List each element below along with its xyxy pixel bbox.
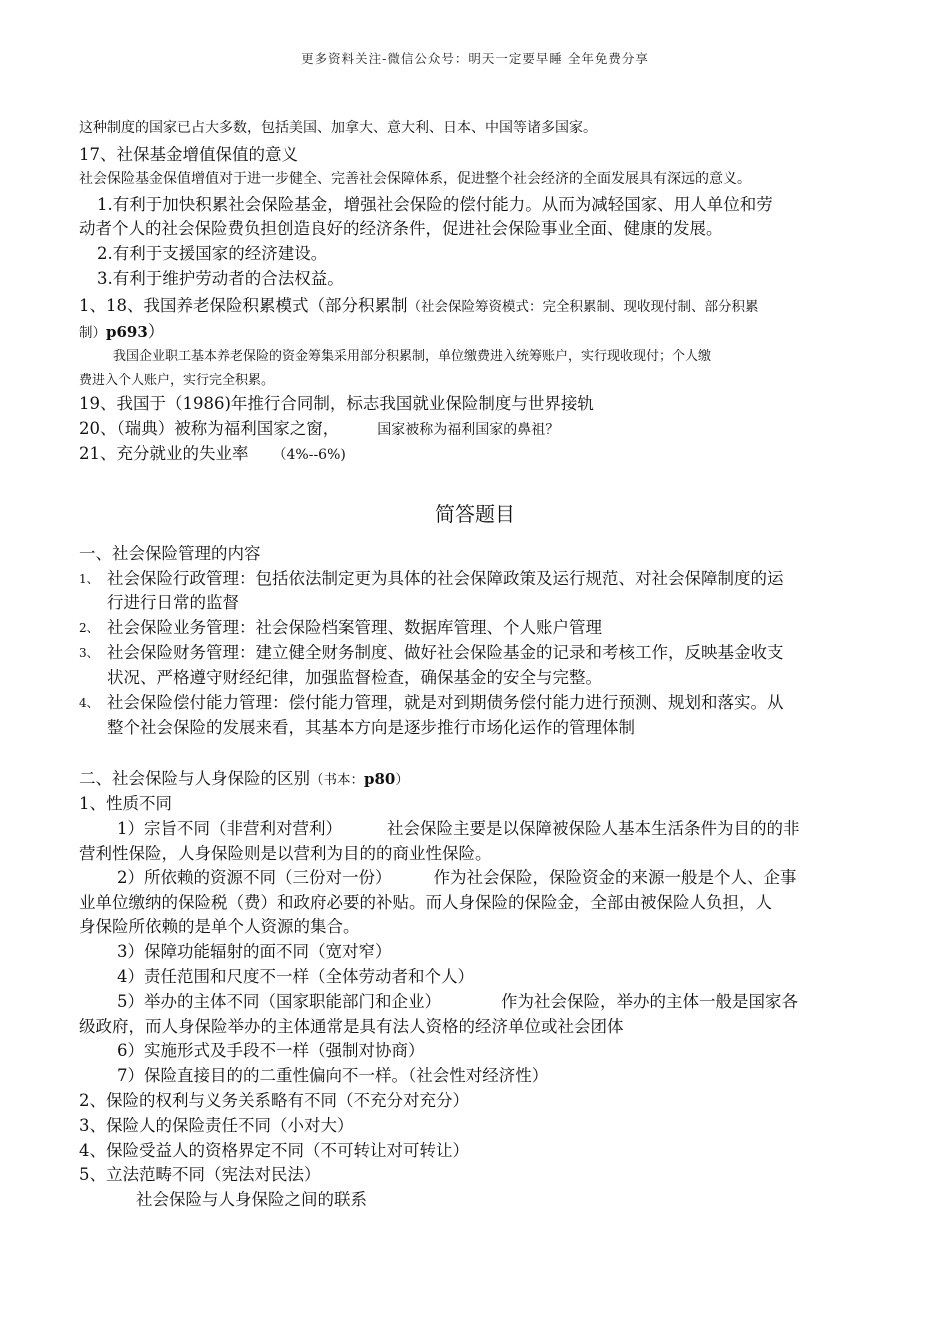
q21-text: 21、充分就业的失业率: [79, 444, 249, 463]
q18-heading: 1、18、我国养老保险积累模式（部分积累制: [79, 296, 408, 315]
d5-text: 作为社会保险，举办的主体一般是国家各: [501, 992, 798, 1011]
part2-d6: 6）实施形式及手段不一样（强制对协商）: [117, 1041, 425, 1060]
part1-item-2: [79, 614, 602, 638]
part1-item-3: [79, 639, 784, 663]
part2-d3: 3）保障功能辐射的面不同（宽对窄）: [117, 942, 392, 961]
item-text: 社会保险偿付能力管理：偿付能力管理，就是对到期债务偿付能力进行预测、规划和落实。从: [107, 693, 784, 712]
part2-d2: [117, 864, 797, 888]
part2-heading: 二、社会保险与人身保险的区别: [79, 769, 310, 788]
q17-heading: 17、社保基金增值保值的意义: [79, 145, 298, 164]
item-number: 3、: [79, 646, 99, 660]
part2-d2-cont: 业单位缴纳的保险税（费）和政府必要的补贴。而人身保险的保险金，全部由被保险人负担，人: [79, 893, 772, 912]
part2-d5-cont: 级政府，而人身保险举办的主体通常是具有法人资格的经济单位或社会团体: [79, 1017, 624, 1036]
part2-d1-cont: 营利性保险，人身保险则是以营利为目的的商业性保险。: [79, 844, 492, 863]
part2-s4: 4、保险受益人的资格界定不同（不可转让对可转让）: [79, 1141, 469, 1160]
q21-value: （4%--6%): [272, 447, 346, 463]
q18-note-line: [79, 318, 164, 342]
q18-body: 我国企业职工基本养老保险的资金筹集采用部分积累制，单位缴费进入统筹账户，实行现收现付；个人缴: [113, 349, 712, 364]
part2-d7: 7）保险直接目的的二重性偏向不一样。（社会性对经济性）: [117, 1066, 549, 1085]
page-header: 更多资料关注-微信公众号：明天一定要早睡 全年免费分享: [301, 51, 649, 66]
item-number: 2、: [79, 621, 99, 635]
q17-point-1: 1.有利于加快积累社会保险基金，增强社会保险的偿付能力。从而为减轻国家、用人单位和劳: [97, 195, 773, 214]
part2-ref-close: ）: [395, 772, 409, 788]
part2-d4: 4）责任范围和尺度不一样（全体劳动者和个人）: [117, 967, 474, 986]
part1-item-1: [79, 565, 784, 589]
item-text: 社会保险业务管理：社会保险档案管理、数据库管理、个人账户管理: [107, 618, 602, 637]
q20-line: [79, 415, 559, 439]
q18-heading-line: [79, 292, 759, 316]
q18-note: （社会保险筹资模式：完全积累制、现收现付制、部分积累: [407, 299, 759, 315]
q20-text: 20、（瑞典）被称为福利国家之窗，: [79, 419, 340, 438]
item-text: 社会保险财务管理：建立健全财务制度、做好社会保险基金的记录和考核工作，反映基金收支: [107, 643, 784, 662]
q19-text: 19、我国于（1986)年推行合同制，标志我国就业保险制度与世界接轨: [79, 394, 594, 413]
q17-point-2: 2.有利于支援国家的经济建设。: [97, 244, 328, 263]
part1-item-4: [79, 689, 784, 713]
part2-s3: 3、保险人的保险责任不同（小对大）: [79, 1116, 354, 1135]
q17-point-3: 3.有利于维护劳动者的合法权益。: [97, 269, 344, 288]
d2-label: 2）所依赖的资源不同（三份对一份）: [117, 868, 392, 887]
q18-note-cont: 制）: [79, 325, 106, 341]
q17-point-1-cont: 动者个人的社会保险费负担创造良好的经济条件，促进社会保险事业全面、健康的发展。: [79, 219, 723, 238]
q21-line: [79, 440, 346, 464]
part2-d2-cont2: 身保险所依赖的是单个人资源的集合。: [79, 917, 360, 936]
part2-ref-label: （书本：: [310, 772, 364, 788]
q18-body-cont: 费进入个人账户，实行完全积累。: [79, 373, 275, 388]
intro-text: 这种制度的国家已占大多数，包括美国、加拿大、意大利、日本、中国等诸多国家。: [79, 120, 597, 136]
d1-label: 1）宗旨不同（非营利对营利）: [117, 819, 342, 838]
q17-summary: 社会保险基金保值增值对于进一步健全、完善社会保障体系，促进整个社会经济的全面发展具有深远的意义。: [79, 171, 751, 187]
item-number: 4、: [79, 696, 99, 710]
part1-item-4-cont: 整个社会保险的发展来看，其基本方向是逐步推行市场化运作的管理体制: [107, 718, 635, 737]
q18-page-ref: p693: [106, 323, 148, 341]
part1-item-1-cont: 行进行日常的监督: [107, 593, 239, 612]
d2-text: 作为社会保险，保险资金的来源一般是个人、企事: [433, 868, 797, 887]
q18-close: ）: [147, 322, 165, 341]
part2-heading-line: [79, 765, 409, 789]
item-text: 社会保险行政管理：包括依法制定更为具体的社会保障政策及运行规范、对社会保障制度的运: [107, 569, 784, 588]
part2-s1: 1、性质不同: [79, 794, 172, 813]
d1-text: 社会保险主要是以保障被保险人基本生活条件为目的的非: [387, 819, 800, 838]
q20-aside: 国家被称为福利国家的鼻祖？: [377, 422, 560, 438]
part2-s2: 2、保险的权利与义务关系略有不同（不充分对充分）: [79, 1091, 469, 1110]
part1-heading: 一、社会保险管理的内容: [79, 544, 261, 563]
part2-ref-page: p80: [364, 770, 396, 788]
part1-item-3-cont: 状况、严格遵守财经纪律，加强监督检查，确保基金的安全与完整。: [107, 668, 602, 687]
part2-link: 社会保险与人身保险之间的联系: [136, 1190, 367, 1209]
item-number: 1、: [79, 572, 99, 586]
part2-d1: [117, 815, 800, 839]
d5-label: 5）举办的主体不同（国家职能部门和企业）: [117, 992, 441, 1011]
part2-d5: [117, 988, 798, 1012]
section-title: 简答题目: [435, 502, 515, 526]
part2-s5: 5、立法范畴不同（宪法对民法）: [79, 1165, 321, 1184]
